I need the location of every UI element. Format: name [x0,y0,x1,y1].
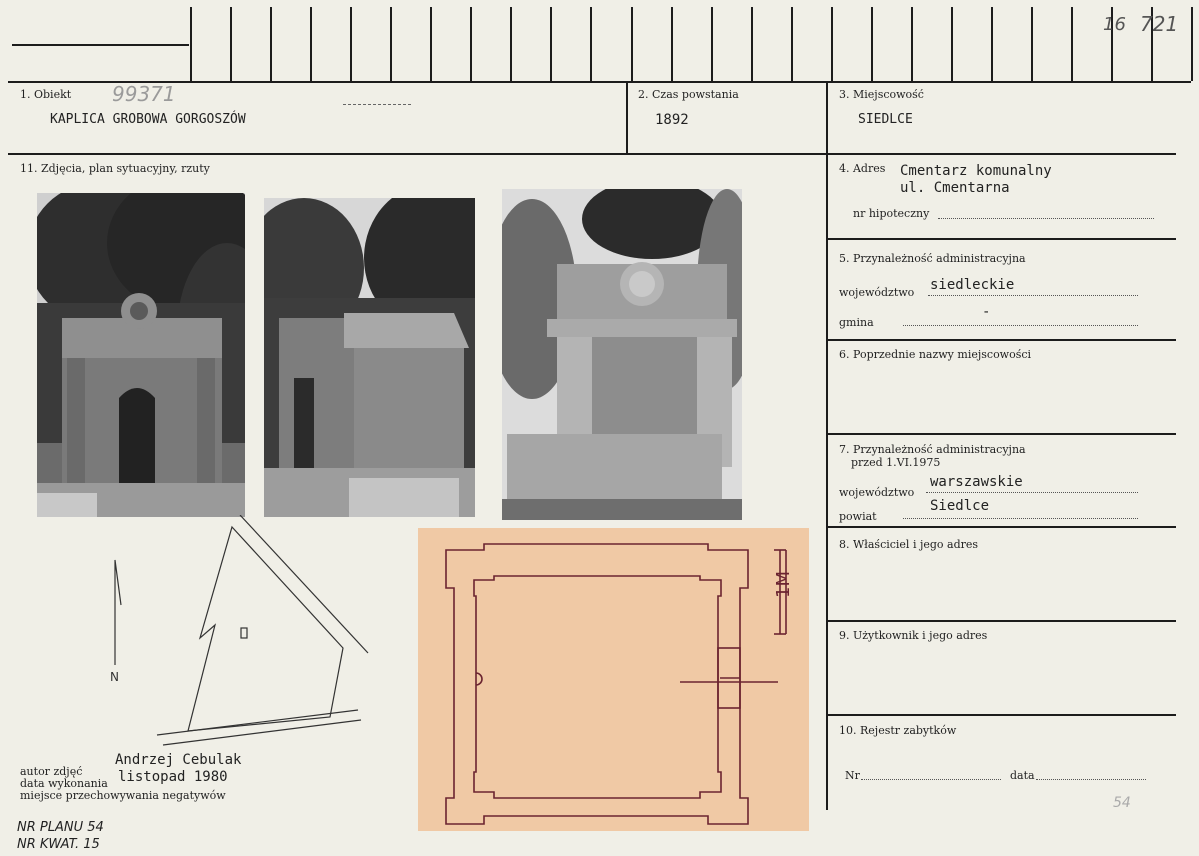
rule-7-8 [828,526,1176,528]
field-place-value: SIEDLCE [858,112,913,127]
author-value: Andrzej Cebulak [115,752,242,768]
field-date-label: 2. Czas powstania [638,88,739,101]
register-nr-label: Nr [845,769,860,782]
header-code-2: 721 [1140,12,1179,36]
storage-label: miejsce przechowywania negatywów [20,789,226,802]
header-underline [12,44,189,46]
field-address-label: 4. Adres [839,162,886,175]
commune-label: gmina [839,316,874,329]
header-code-grid [190,7,1193,81]
field-previous-names-label: 6. Poprzednie nazwy miejscowości [839,348,1032,361]
old-voivodeship-value: warszawskie [930,474,1023,490]
floor-plan [418,528,809,831]
north-label: N [110,670,119,684]
rule-row1 [8,153,1176,155]
district-value: Siedlce [930,498,990,514]
object-stamp: 99371 [112,82,176,106]
field-admin-before-label: 7. Przynależność administracyjna [839,443,1026,456]
rule-5-6 [828,339,1176,341]
mortgage-line [938,218,1154,219]
field-object-label: 1. Obiekt [20,88,72,101]
object-dash [343,104,411,105]
rule-4-5 [828,238,1176,240]
mortgage-label: nr hipoteczny [853,207,930,220]
register-nr-line [861,779,1001,780]
voivodeship-line [928,295,1138,296]
date-value: listopad 1980 [118,769,228,785]
photo-side-view [264,198,475,517]
divider-1-2 [626,83,628,155]
field-register-label: 10. Rejestr zabytków [839,724,957,737]
field-date-value: 1892 [655,112,689,128]
district-line [903,518,1138,519]
commune-line [903,325,1138,326]
author-label: autor zdjęć [20,765,83,778]
field-owner-label: 8. Właściciel i jego adres [839,538,979,551]
rule-6-7 [828,433,1176,435]
district-label: powiat [839,510,877,523]
field-admin-before-date: przed 1.VI.1975 [851,456,941,469]
site-plan [95,515,385,755]
voivodeship-label: województwo [839,286,915,299]
voivodeship-value: siedleckie [930,277,1015,293]
rule-9-10 [828,714,1176,716]
photo-facade-view [502,189,742,520]
commune-value: - [982,304,991,320]
address-line2: ul. Cmentarna [900,180,1010,196]
divider-right-column [826,83,828,810]
date-label: data wykonania [20,777,108,790]
corner-note: 54 [1113,795,1131,811]
field-object-value: KAPLICA GROBOWA GORGOSZÓW [50,112,246,127]
scale-label: 1M [773,571,794,598]
register-date-line [1036,779,1146,780]
rule-top [8,81,1191,83]
field-photos-label: 11. Zdjęcia, plan sytuacyjny, rzuty [20,162,210,175]
address-line1: Cmentarz komunalny [900,163,1052,179]
header-code-1: 16 [1103,14,1126,35]
photo-front-view [37,193,245,517]
field-place-label: 3. Miejscowość [839,88,924,101]
rule-8-9 [828,620,1176,622]
old-voivodeship-line [926,492,1138,493]
field-admin-label: 5. Przynależność administracyjna [839,252,1026,265]
old-voivodeship-label: województwo [839,486,915,499]
field-user-label: 9. Użytkownik i jego adres [839,629,988,642]
quarter-number-note: NR KWAT. 15 [17,837,100,852]
plan-number-note: NR PLANU 54 [17,820,104,835]
register-date-label: data [1010,769,1035,782]
